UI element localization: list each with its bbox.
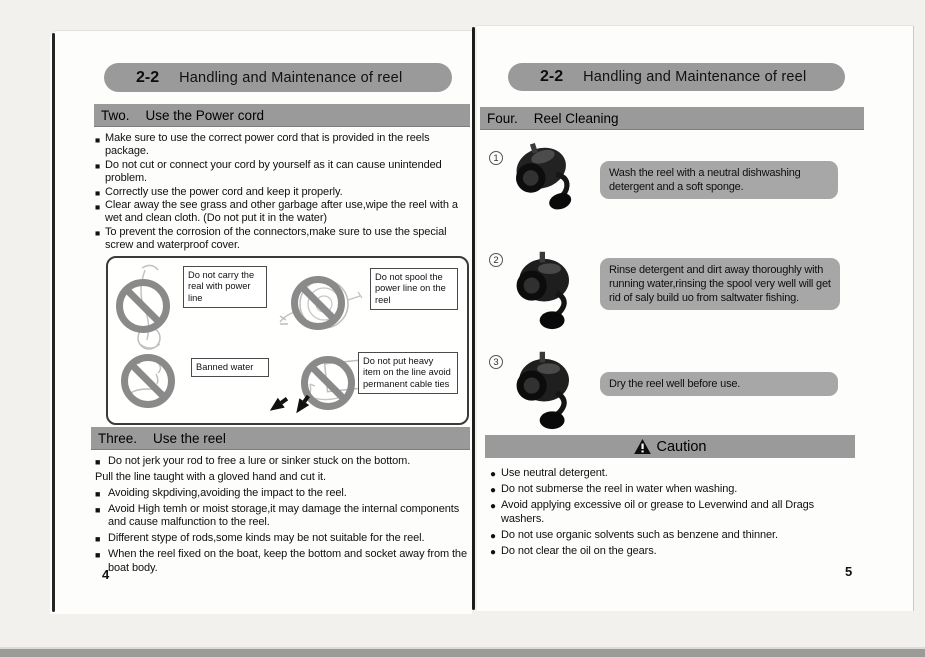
manual-page-left <box>50 30 472 614</box>
plain-line <box>95 471 473 484</box>
square-bullet-icon: ■ <box>95 228 101 239</box>
page-left-edge-line <box>52 33 55 612</box>
reel-photo-dry <box>505 346 585 434</box>
chapter-number: 2-2 <box>136 68 160 86</box>
bullet-text: Use neutral detergent. <box>501 467 608 479</box>
chapter-header <box>104 63 452 92</box>
pointer-arrows-icon <box>266 394 316 416</box>
diagram-label: Do not spool the power line on the reel <box>370 268 458 310</box>
bullet-item <box>490 467 845 480</box>
reel-photo-rinse <box>505 244 585 336</box>
caution-bullet-list <box>490 467 845 561</box>
prohibition-sign-spool <box>291 276 345 330</box>
bullet-item <box>490 483 845 496</box>
square-bullet-icon: ■ <box>95 505 101 515</box>
bullet-text: Pull the line taught with a gloved hand and cut it. <box>95 471 326 483</box>
bullet-text: Do not submerse the reel in water when washing. <box>501 483 738 496</box>
bullet-text: Do not jerk your rod to free a lure or sinker stuck on the bottom. <box>108 455 411 467</box>
step-number: 3 <box>493 356 499 368</box>
bullet-item <box>95 503 473 530</box>
caution-title: Caution <box>656 438 707 455</box>
square-bullet-icon: ■ <box>95 534 101 545</box>
reel-photo-wash <box>499 138 591 216</box>
bullet-text: Different stype of rods,some kinds may be not suitable for the reel. <box>108 532 425 545</box>
bullet-text: When the reel fixed on the boat, keep the bottom and socket away from the boat body. <box>108 548 467 574</box>
square-bullet-icon: ■ <box>95 134 101 145</box>
chapter-title: Handling and Maintenance of reel <box>179 69 403 86</box>
bullet-item <box>95 548 473 575</box>
chapter-number: 2-2 <box>540 68 564 85</box>
bullet-item <box>95 455 473 468</box>
step-number-circle <box>489 253 503 267</box>
square-bullet-icon: ■ <box>95 161 101 172</box>
section-title: Reel Cleaning <box>533 110 619 126</box>
power-cord-bullet-list <box>95 132 473 253</box>
bullet-text: Avoid applying excessive oil or grease to Leverwind and all Drags washers. <box>501 499 815 525</box>
dot-bullet-icon: ● <box>490 547 496 559</box>
page-number: 5 <box>845 564 853 579</box>
diagram-label: Do not carry the real with power line <box>183 266 267 308</box>
bullet-text: Do not cut or connect your cord by yourself as it can cause unintended problem. <box>105 158 442 185</box>
dot-bullet-icon: ● <box>490 485 496 497</box>
bullet-item <box>95 186 473 199</box>
bullet-item <box>95 532 473 545</box>
square-bullet-icon: ■ <box>95 489 101 499</box>
bullet-item <box>490 545 845 558</box>
bullet-item <box>490 499 845 526</box>
use-reel-bullet-list <box>95 455 473 578</box>
warning-triangle-icon <box>634 439 651 454</box>
step-instruction-box: Wash the reel with a neutral dishwashing detergent and a soft sponge. <box>600 161 838 199</box>
bullet-text: Avoiding skpdiving,avoiding the impact to the reel. <box>108 487 347 499</box>
step-number-circle <box>489 355 503 369</box>
section-label: Three. <box>98 430 138 446</box>
bullet-text: Do not use organic solvents such as benzene and thinner. <box>501 529 778 542</box>
book-spine-line <box>472 27 475 610</box>
section-label: Two. <box>101 107 130 123</box>
page-number: 4 <box>102 567 110 582</box>
bullet-item <box>95 159 473 186</box>
dot-bullet-icon: ● <box>490 469 496 480</box>
diagram-label: Do not put heavy item on the line avoid permanent cable ties <box>358 352 458 394</box>
square-bullet-icon: ■ <box>95 201 101 212</box>
section-heading-use-reel <box>91 427 470 450</box>
step-number: 2 <box>493 254 499 266</box>
section-label: Four. <box>487 110 518 126</box>
square-bullet-icon: ■ <box>95 188 101 199</box>
scan-bottom-strip <box>0 649 925 657</box>
bullet-text: Correctly use the power cord and keep it properly. <box>105 185 343 198</box>
dot-bullet-icon: ● <box>490 531 496 543</box>
bullet-item <box>95 199 473 226</box>
prohibition-diagram-box <box>106 256 469 425</box>
diagram-label: Banned water <box>191 358 269 377</box>
bullet-text: Do not clear the oil on the gears. <box>501 545 657 558</box>
square-bullet-icon: ■ <box>95 550 101 561</box>
step-instruction-box: Rinse detergent and dirt away thoroughly with running water,rinsing the spool very well will get rid of saly build uo from saltwater fishing. <box>600 258 840 310</box>
bullet-text: Make sure to use the correct power cord that is provided in the reels package. <box>105 132 430 158</box>
bullet-text: Avoid High temh or moist storage,it may damage the internal components and cause malfunction to the reel. <box>108 503 460 529</box>
section-title: Use the reel <box>153 430 226 446</box>
bullet-item <box>95 226 473 253</box>
caution-bar <box>485 435 855 458</box>
bullet-item <box>490 529 845 542</box>
dot-bullet-icon: ● <box>490 501 496 513</box>
step-instruction-box: Dry the reel well before use. <box>600 372 838 396</box>
prohibition-sign-water <box>121 354 175 408</box>
section-title: Use the Power cord <box>145 107 265 123</box>
square-bullet-icon: ■ <box>95 457 101 467</box>
prohibition-sign-carry <box>116 279 170 333</box>
bullet-item <box>95 487 473 500</box>
bullet-text: To prevent the corrosion of the connectors,make sure to use the special screw and waterproof cover. <box>105 225 447 252</box>
page-right-edge-line <box>913 26 914 611</box>
chapter-title: Handling and Maintenance of reel <box>583 69 807 85</box>
section-heading-reel-cleaning <box>480 107 864 130</box>
manual-page-right <box>477 25 914 611</box>
step-number: 1 <box>493 152 499 164</box>
bullet-text: Clear away the see grass and other garbage after use,wipe the reel with a wet and clean cloth. (Do not put it in the water) <box>105 199 458 225</box>
chapter-header <box>508 63 845 91</box>
bullet-item <box>95 132 473 159</box>
section-heading-power-cord <box>94 104 470 127</box>
